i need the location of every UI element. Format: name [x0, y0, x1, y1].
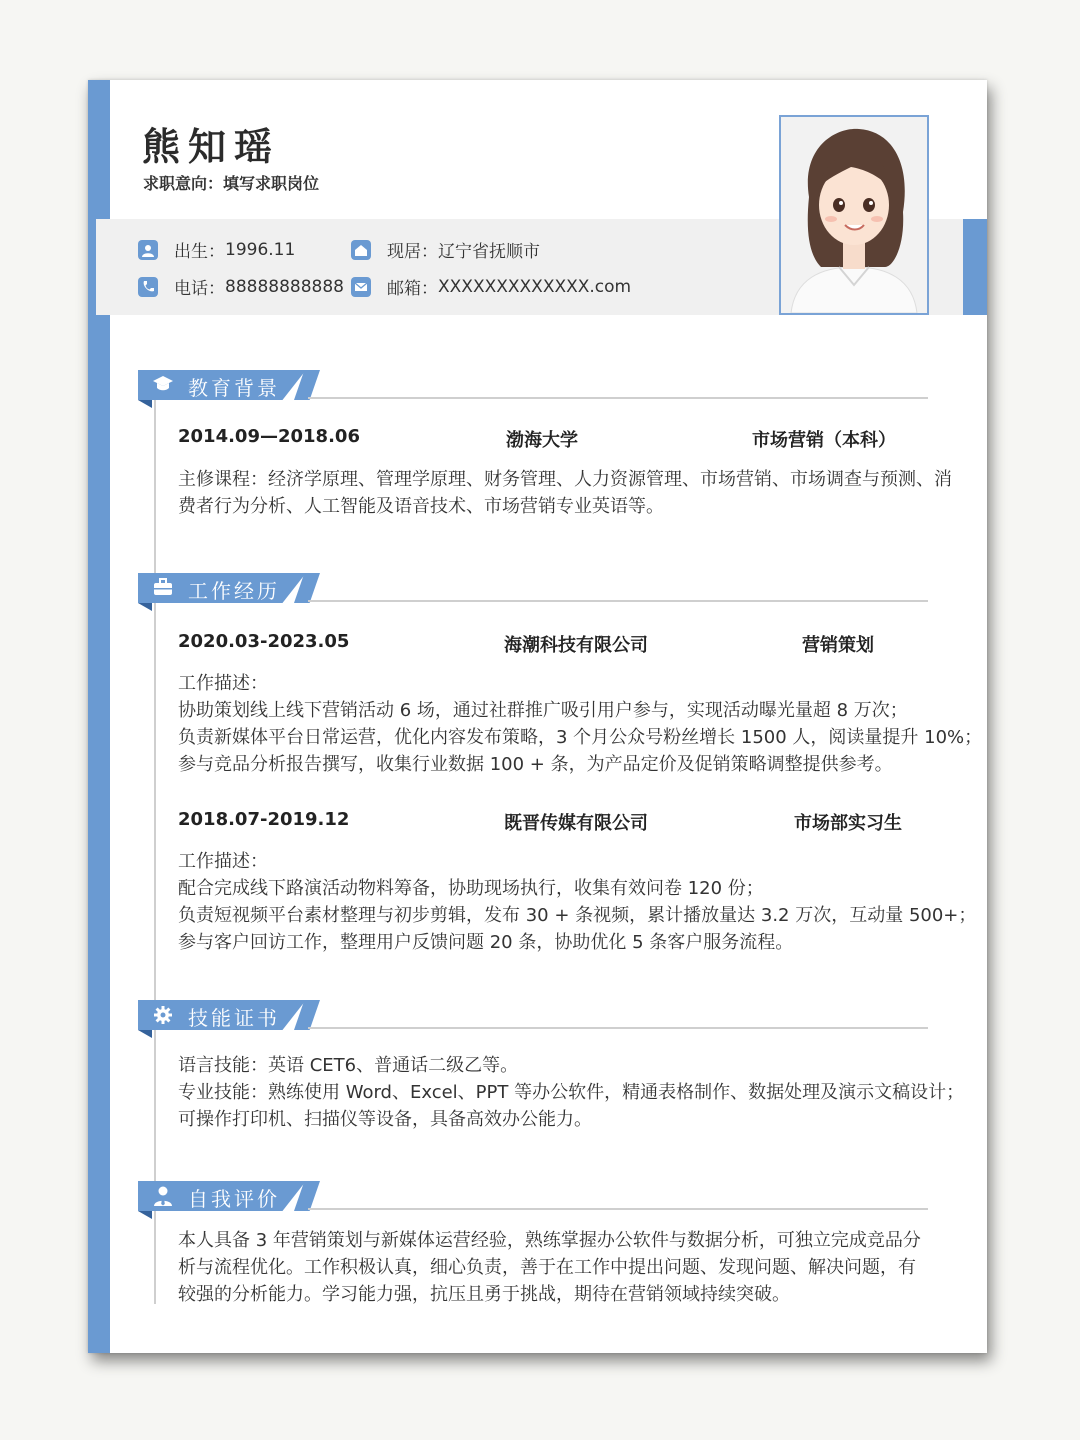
person-icon — [138, 240, 158, 260]
birth-info — [138, 237, 295, 262]
mail-icon — [351, 277, 371, 297]
profile-photo — [779, 115, 929, 315]
job-desc-line: 配合完成线下路演活动物料筹备，协助现场执行，收集有效问卷 120 份； — [178, 878, 764, 899]
residence-value: 辽宁省抚顺市 — [438, 242, 540, 262]
course-line: 费者行为分析、人工智能及语音技术、市场营销专业英语等。 — [178, 496, 664, 517]
gear-icon — [152, 1004, 174, 1031]
phone-value: 88888888888 — [225, 276, 344, 297]
work-title: 工作经历 — [188, 579, 280, 603]
skill-line: 可操作打印机、扫描仪等设备，具备高效办公能力。 — [178, 1109, 592, 1130]
section-tag-fold — [138, 1030, 152, 1038]
right-accent-tab — [963, 219, 987, 315]
email-label: 邮箱： — [387, 279, 438, 299]
education-major: 市场营销（本科） — [752, 430, 896, 451]
timeline-line — [154, 386, 156, 1304]
skill-line: 语言技能：英语 CET6、普通话二级乙等。 — [178, 1055, 519, 1076]
user-tie-icon — [152, 1185, 174, 1212]
job-company: 海潮科技有限公司 — [504, 635, 648, 656]
education-title: 教育背景 — [188, 376, 280, 400]
section-tag-fold — [138, 400, 152, 408]
phone-icon — [138, 277, 158, 297]
job-role: 营销策划 — [802, 635, 874, 656]
section-divider — [308, 1208, 928, 1210]
self-eval-line: 较强的分析能力。学习能力强，抗压且勇于挑战，期待在营销领域持续突破。 — [178, 1284, 790, 1305]
section-divider — [308, 1027, 928, 1029]
skill-line: 专业技能：熟练使用 Word、Excel、PPT 等办公软件，精通表格制作、数据处理及演示文稿设计； — [178, 1082, 965, 1103]
job-desc-line: 参与竞品分析报告撰写，收集行业数据 100 + 条，为产品定价及促销策略调整提供参考。 — [178, 754, 893, 775]
job-intent — [143, 171, 319, 194]
avatar-photo-icon — [781, 117, 927, 313]
self-eval-content — [178, 1227, 921, 1308]
skills-section-header — [138, 1000, 928, 1040]
phone-label: 电话： — [174, 279, 225, 299]
self-eval-title: 自我评价 — [188, 1187, 280, 1211]
self-eval-line: 本人具备 3 年营销策划与新媒体运营经验，熟练掌握办公软件与数据分析，可独立完成竞品分 — [178, 1230, 921, 1251]
skills-content — [178, 1052, 964, 1133]
birth-value: 1996.11 — [225, 239, 296, 260]
section-tag-fold — [138, 1211, 152, 1219]
job-company: 既晋传媒有限公司 — [504, 813, 648, 834]
email-info — [351, 274, 631, 299]
job-desc-line: 负责新媒体平台日常运营，优化内容发布策略，3 个月公众号粉丝增长 1500 人，阅读量提升 10%； — [178, 727, 983, 748]
section-divider — [308, 600, 928, 602]
section-divider — [308, 397, 928, 399]
section-tag-fold — [138, 603, 152, 611]
phone-info — [138, 274, 344, 299]
email-value: XXXXXXXXXXXXX.com — [438, 276, 632, 297]
briefcase-icon — [152, 577, 174, 602]
job-desc-line: 负责短视频平台素材整理与初步剪辑，发布 30 + 条视频，累计播放量达 3.2 万次，互动量 500+； — [178, 905, 977, 926]
residence-label: 现居： — [387, 242, 438, 262]
work-section-header — [138, 573, 928, 613]
self-eval-section-header — [138, 1181, 928, 1221]
candidate-name: 熊知瑶 — [142, 125, 281, 169]
home-icon — [351, 240, 371, 260]
job-role: 市场部实习生 — [794, 813, 902, 834]
resume-page — [88, 80, 987, 1353]
course-line: 主修课程：经济学原理、管理学原理、财务管理、人力资源管理、市场营销、市场调查与预测、消 — [178, 469, 952, 490]
education-period: 2014.09—2018.06 — [178, 426, 360, 447]
job-description — [178, 670, 982, 778]
graduation-cap-icon — [152, 374, 174, 399]
skills-title: 技能证书 — [188, 1006, 280, 1030]
job-intent-value: 填写求职岗位 — [223, 174, 320, 193]
job-desc-label: 工作描述： — [178, 851, 268, 872]
residence-info — [351, 237, 540, 262]
job-desc-line: 协助策划线上线下营销活动 6 场，通过社群推广吸引用户参与，实现活动曝光量超 8 万次； — [178, 700, 908, 721]
education-school: 渤海大学 — [506, 430, 578, 451]
job-intent-label: 求职意向： — [143, 174, 224, 193]
job-period: 2020.03-2023.05 — [178, 631, 350, 652]
education-section-header — [138, 370, 928, 410]
self-eval-line: 析与流程优化。工作积极认真，细心负责，善于在工作中提出问题、发现问题、解决问题，有 — [178, 1257, 916, 1278]
job-description — [178, 848, 976, 956]
education-courses — [178, 466, 952, 520]
job-desc-label: 工作描述： — [178, 673, 268, 694]
job-period: 2018.07-2019.12 — [178, 809, 350, 830]
job-desc-line: 参与客户回访工作，整理用户反馈问题 20 条，协助优化 5 条客户服务流程。 — [178, 932, 794, 953]
birth-label: 出生： — [174, 242, 225, 262]
